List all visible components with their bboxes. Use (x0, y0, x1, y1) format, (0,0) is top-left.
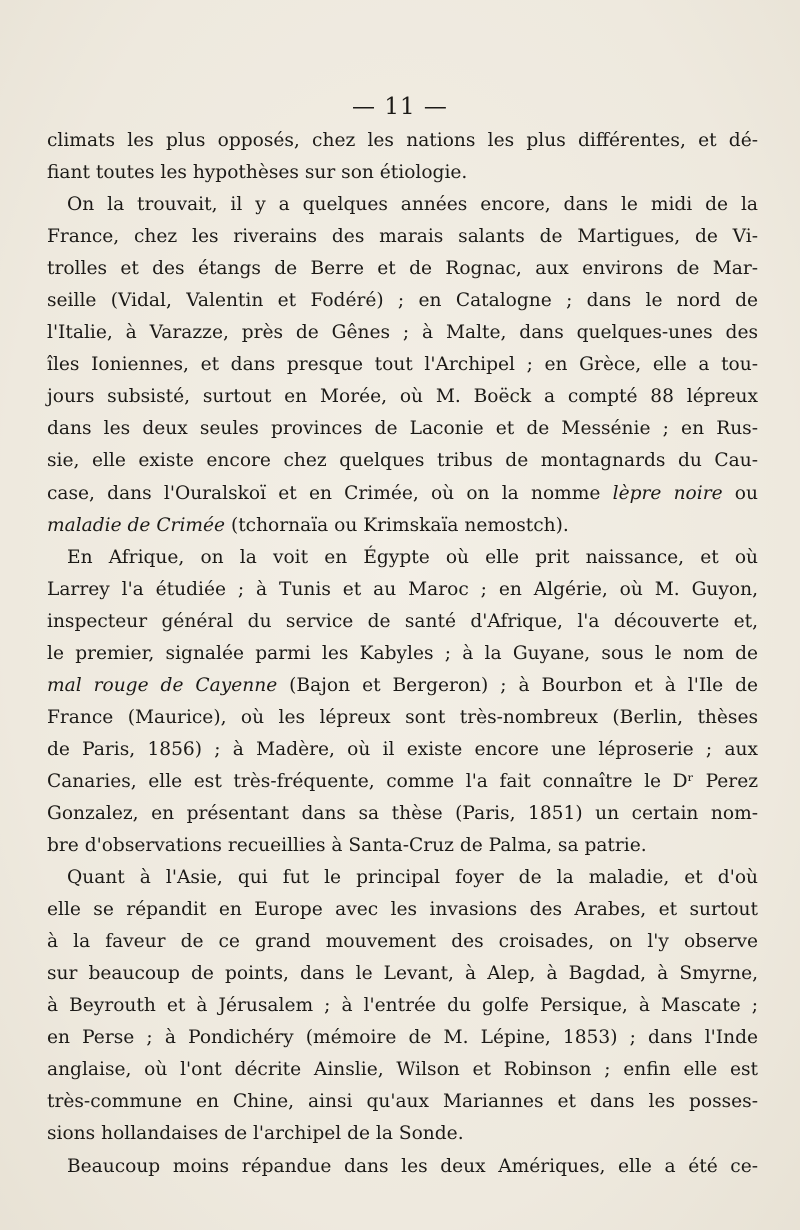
italic-phrase: mal rouge de Cayenne (47, 674, 278, 696)
text-line: On la trouvait, il y a quelques années encore, dans le midi de la (67, 194, 758, 216)
text-line: seille (Vidal, Valentin et Fodéré) ; en Catalogne ; dans le nord de (47, 290, 758, 312)
text-segment: ou (722, 482, 758, 504)
text-line: France (Maurice), où les lépreux sont très-nombreux (Berlin, thèses (47, 706, 758, 728)
text-line: en Perse ; à Pondichéry (mémoire de M. Lépine, 1853) ; dans l'Inde (47, 1027, 758, 1049)
text-line: Beaucoup moins répandue dans les deux Amériques, elle a été ce- (67, 1155, 758, 1177)
text-line: Gonzalez, en présentant dans sa thèse (Paris, 1851) un certain nom- (47, 802, 758, 824)
body-text (47, 125, 758, 1183)
italic-phrase: lèpre noire (612, 482, 723, 504)
text-line: fiant toutes les hypothèses sur son étiologie. (47, 162, 468, 184)
text-line (47, 478, 758, 510)
text-line (47, 670, 758, 702)
text-line: le premier, signalée parmi les Kabyles ; à la Guyane, sous le nom de (47, 642, 758, 664)
text-segment: case, dans l'Ouralskoï et en Crimée, où on la nomme (47, 482, 613, 504)
text-line: climats les plus opposés, chez les nations les plus différentes, et dé- (47, 130, 758, 151)
text-line: anglaise, où l'ont décrite Ainslie, Wilson et Robinson ; enfin elle est (47, 1059, 758, 1081)
text-line: sur beaucoup de points, dans le Levant, à Alep, à Bagdad, à Smyrne, (47, 963, 758, 985)
text-line: trolles et des étangs de Berre et de Rognac, aux environs de Mar- (47, 258, 758, 280)
text-line: sie, elle existe encore chez quelques tribus de montagnards du Cau- (47, 450, 758, 472)
text-segment: (tchornaïa ou Krimskaïa nemostch). (225, 514, 569, 536)
text-line (47, 510, 758, 542)
text-line: à la faveur de ce grand mouvement des croisades, on l'y observe (47, 931, 758, 953)
text-segment: (Bajon et Bergeron) ; à Bourbon et à l'Ile de (277, 674, 758, 696)
text-line: îles Ioniennes, et dans presque tout l'Archipel ; en Grèce, elle a tou- (47, 354, 758, 376)
text-line: à Beyrouth et à Jérusalem ; à l'entrée du golfe Persique, à Mascate ; (47, 995, 758, 1017)
text-line: jours subsisté, surtout en Morée, où M. Boëck a compté 88 lépreux (47, 386, 758, 408)
page-number: — 11 — (352, 94, 448, 120)
text-line: sions hollandaises de l'archipel de la Sonde. (47, 1123, 464, 1145)
text-line: inspecteur général du service de santé d'Afrique, l'a découverte et, (47, 610, 758, 632)
text-line: En Afrique, on la voit en Égypte où elle prit naissance, et où (67, 546, 758, 568)
text-line: Larrey l'a étudiée ; à Tunis et au Maroc ; en Algérie, où M. Guyon, (47, 578, 758, 600)
text-line: dans les deux seules provinces de Laconie et de Messénie ; en Rus- (47, 418, 758, 440)
text-line: Quant à l'Asie, qui fut le principal foyer de la maladie, et d'où (67, 867, 758, 889)
text-line: très-commune en Chine, ainsi qu'aux Mariannes et dans les posses- (47, 1091, 758, 1113)
text-line: elle se répandit en Europe avec les invasions des Arabes, et surtout (47, 899, 758, 921)
text-line: de Paris, 1856) ; à Madère, où il existe encore une léproserie ; aux (47, 738, 758, 760)
text-line: Canaries, elle est très-fréquente, comme l'a fait connaître le Dʳ Perez (47, 770, 758, 792)
italic-phrase: maladie de Crimée (47, 514, 226, 536)
text-line: France, chez les riverains des marais salants de Martigues, de Vi- (47, 226, 758, 248)
text-line: l'Italie, à Varazze, près de Gênes ; à Malte, dans quelques-unes des (47, 322, 758, 344)
text-line: bre d'observations recueillies à Santa-Cruz de Palma, sa patrie. (47, 835, 647, 857)
